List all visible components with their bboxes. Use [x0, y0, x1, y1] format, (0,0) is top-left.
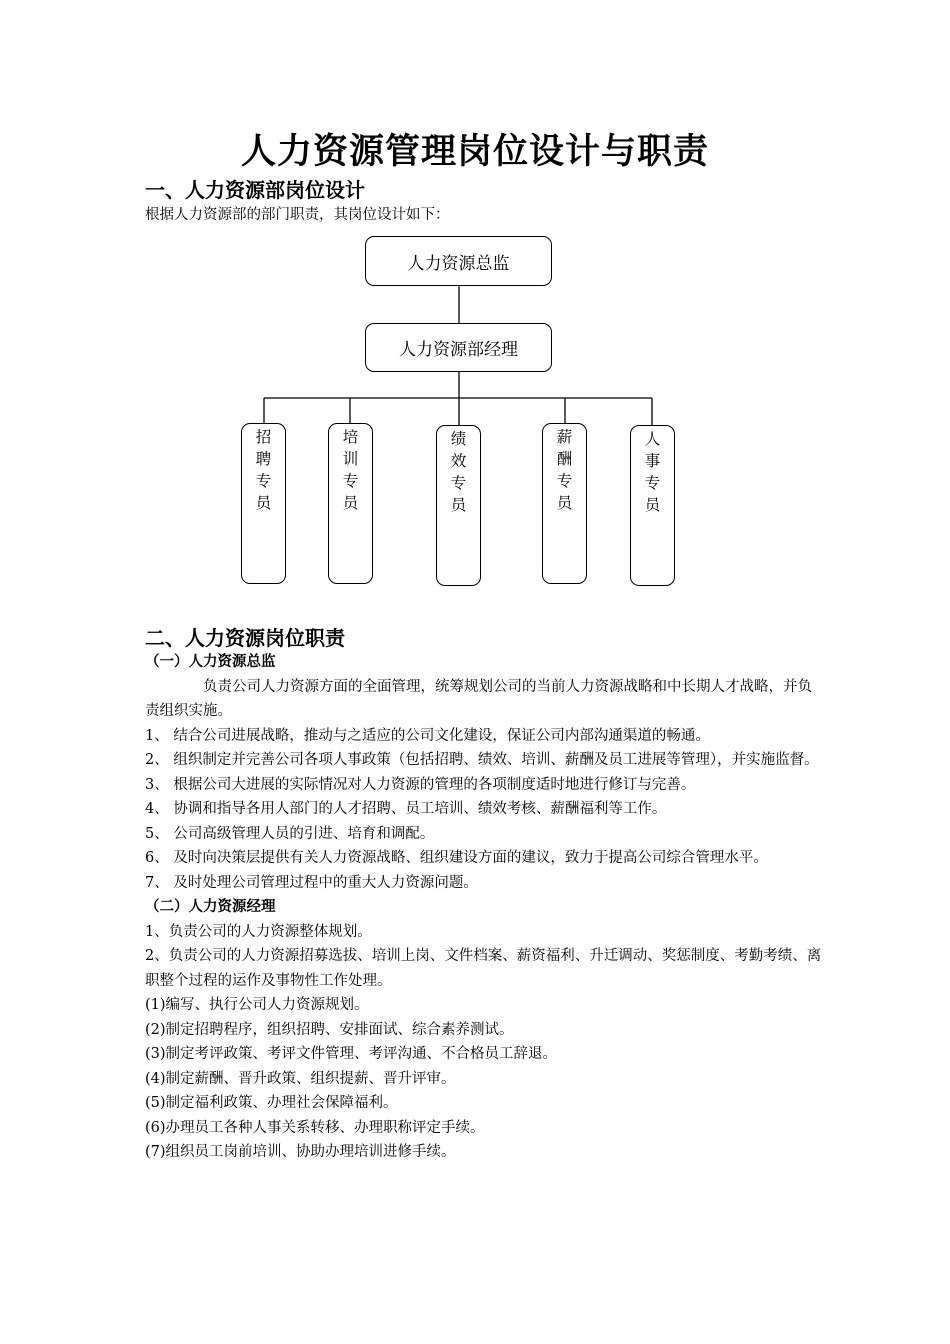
org-node-char: 事 — [644, 452, 661, 470]
director-summary: 负责公司人力资源方面的全面管理，统筹规划公司的当前人力资源战略和中长期人才战略，并负责组织实施。 — [145, 678, 812, 719]
org-node-char: 薪 — [556, 428, 573, 446]
org-node-char: 专 — [556, 472, 573, 490]
org-node-training — [328, 423, 373, 584]
org-node-char: 绩 — [450, 430, 467, 448]
org-node-char: 专 — [342, 472, 359, 490]
org-node-char: 员 — [450, 496, 467, 514]
manager-item: (1)编写、执行公司人力资源规划。 — [145, 997, 369, 1013]
section1-intro: 根据人力资源部的部门职责，其岗位设计如下： — [145, 207, 450, 223]
org-node-char: 培 — [342, 428, 359, 446]
document-title: 人力资源管理岗位设计与职责 — [240, 131, 709, 172]
section1-heading: 一、人力资源部岗位设计 — [145, 178, 365, 202]
director-item: 7、 及时处理公司管理过程中的重大人力资源问题。 — [145, 874, 478, 891]
org-node-char: 酬 — [556, 450, 573, 468]
manager-item: (2)制定招聘程序，组织招聘、安排面试、综合素养测试。 — [145, 1021, 514, 1038]
director-item: 2、 组织制定并完善公司各项人事政策（包括招聘、绩效、培训、薪酬及员工进展等管理），并实施监督。 — [145, 752, 819, 768]
director-heading: （一）人力资源总监 — [145, 653, 276, 670]
manager-item: (4)制定薪酬、晋升政策、组织提薪、晋升评审。 — [145, 1070, 456, 1087]
manager-item: (7)组织员工岗前培训、协助办理培训进修手续。 — [145, 1144, 456, 1160]
org-node-manager-label: 人力资源部经理 — [399, 340, 518, 360]
org-node-char: 专 — [644, 474, 661, 492]
org-node-char: 员 — [342, 494, 359, 512]
org-node-recruiting — [241, 423, 286, 584]
org-node-char: 招 — [255, 428, 272, 446]
org-node-compensation — [542, 423, 587, 584]
org-node-char: 专 — [255, 472, 272, 490]
org-node-char: 聘 — [255, 450, 272, 468]
org-node-director-label: 人力资源总监 — [407, 253, 510, 274]
director-item: 4、 协调和指导各用人部门的人才招聘、员工培训、绩效考核、薪酬福利等工作。 — [145, 801, 667, 817]
org-node-char: 员 — [556, 494, 573, 512]
org-node-char: 效 — [450, 452, 467, 470]
manager-item: (3)制定考评政策、考评文件管理、考评沟通、不合格员工辞退。 — [145, 1046, 558, 1062]
manager-item: 1、负责公司的人力资源整体规划。 — [145, 923, 372, 940]
manager-heading: （二）人力资源经理 — [145, 898, 276, 915]
org-node-char: 训 — [342, 450, 359, 468]
manager-item: (5)制定福利政策、办理社会保障福利。 — [145, 1095, 398, 1111]
manager-item: 2、负责公司的人力资源招募选拔、培训上岗、文件档案、薪资福利、升迁调动、奖惩制度、考勤考绩、离职整个过程的运作及事物性工作处理。 — [145, 948, 822, 989]
org-node-personnel — [630, 425, 675, 586]
section2-heading: 二、人力资源岗位职责 — [145, 626, 345, 650]
org-node-char: 人 — [644, 430, 661, 448]
director-item: 3、 根据公司大进展的实际情况对人力资源的管理的各项制度适时地进行修订与完善。 — [145, 776, 696, 793]
director-item: 5、 公司高级管理人员的引进、培育和调配。 — [145, 825, 435, 842]
org-node-char: 专 — [450, 474, 467, 492]
manager-item: (6)办理员工各种人事关系转移、办理职称评定手续。 — [145, 1119, 485, 1136]
director-item: 1、 结合公司进展战略，推动与之适应的公司文化建设，保证公司内部沟通渠道的畅通。 — [145, 727, 710, 744]
director-item: 6、 及时向决策层提供有关人力资源战略、组织建设方面的建议，致力于提高公司综合管理水平。 — [145, 850, 768, 866]
org-node-director — [365, 236, 552, 286]
org-node-char: 员 — [255, 494, 272, 512]
org-node-manager — [365, 323, 552, 372]
section2-body — [145, 650, 825, 1165]
org-node-performance — [436, 425, 481, 586]
org-node-char: 员 — [644, 496, 661, 514]
